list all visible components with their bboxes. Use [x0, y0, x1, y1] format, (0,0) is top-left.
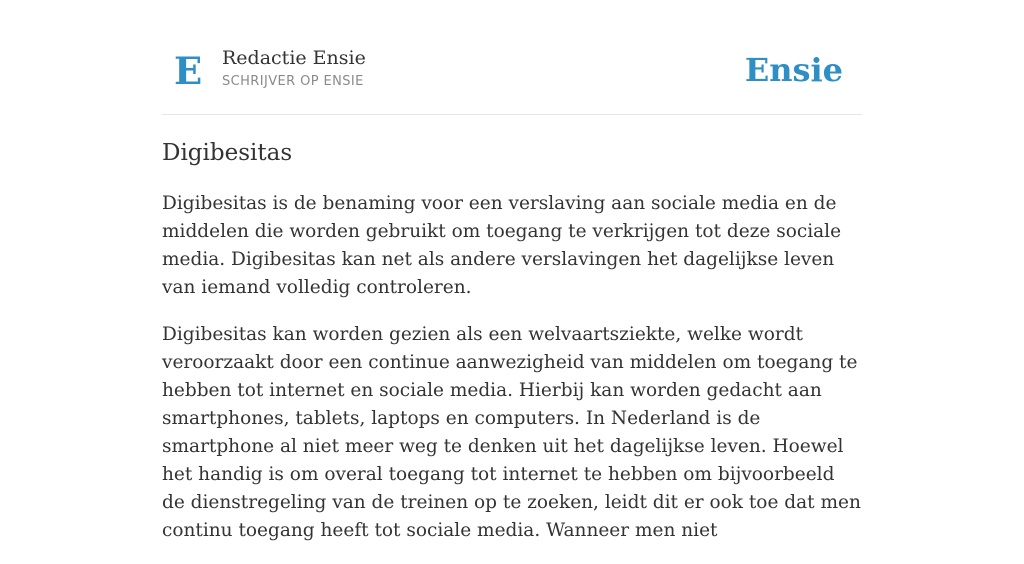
author-header	[162, 38, 862, 115]
author-name-link[interactable]: Redactie Ensie	[222, 47, 366, 69]
article-body	[162, 190, 862, 564]
article-title: Digibesitas	[162, 140, 293, 166]
author-avatar-logo[interactable]: E	[174, 49, 203, 93]
article-paragraph-2: Digibesitas kan worden gezien als een welvaartsziekte, welke wordt veroorzaakt door een continue aanwezigheid van middelen om toegang te hebben tot internet en sociale media. Hierbij kan worden gedacht aan smartphones, tablets, laptops en computers. In Nederland is de smartphone al niet meer weg te denken uit het dagelijkse leven. Hoewel het handig is om overal toegang tot internet te hebben om bijvoorbeeld de dienstregeling van de treinen op te zoeken, leidt dit er ook toe dat men continu toegang heeft tot sociale media. Wanneer men niet	[162, 324, 861, 541]
ensie-brand-logo[interactable]: Ensie	[744, 51, 843, 89]
author-role: SCHRIJVER OP ENSIE	[222, 74, 364, 89]
article-paragraph-1: Digibesitas is de benaming voor een verslaving aan sociale media en de middelen die worden gebruikt om toegang te verkrijgen tot deze sociale media. Digibesitas kan net als andere verslavingen het dagelijkse leven van iemand volledig controleren.	[162, 193, 842, 298]
